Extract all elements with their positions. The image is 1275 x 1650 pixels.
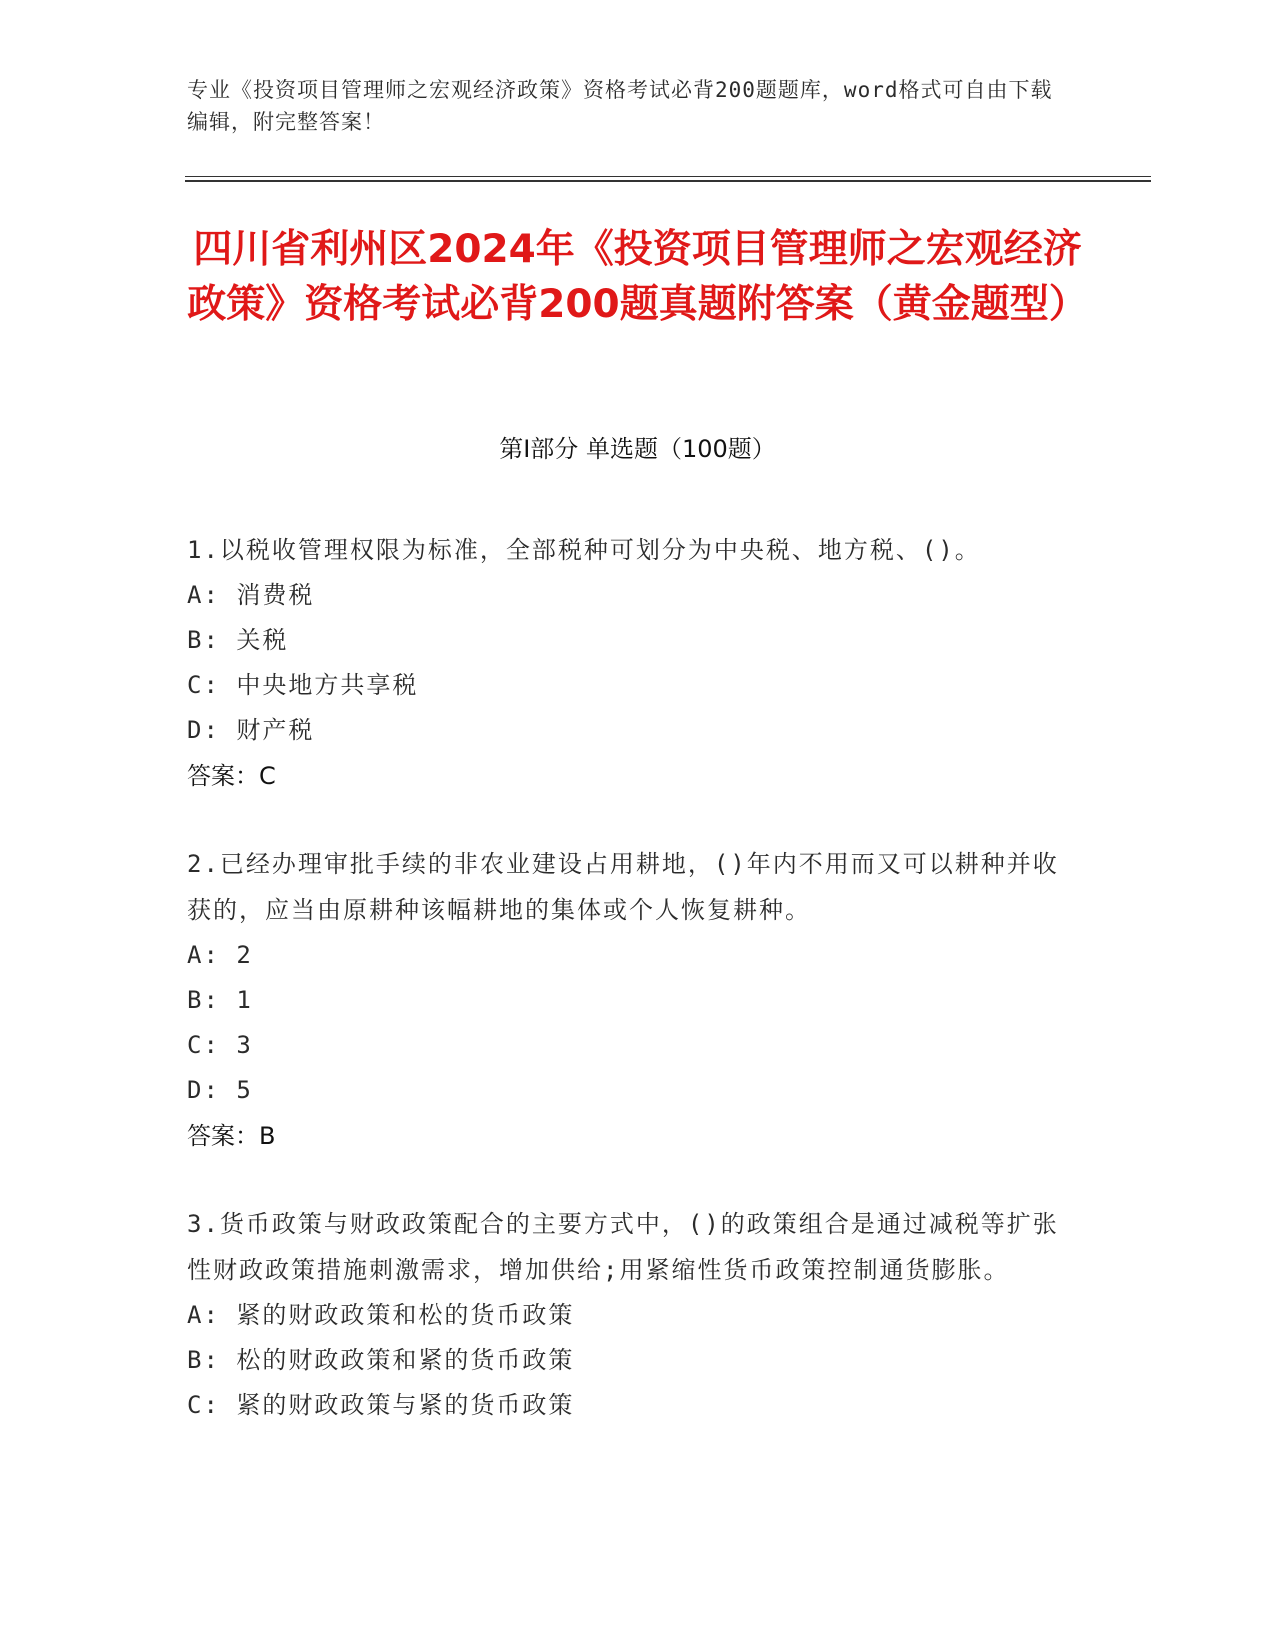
option-c: C: 3	[187, 1031, 253, 1059]
document-title: 四川省利州区2024年《投资项目管理师之宏观经济政策》资格考试必背200题真题附答案（黄金题型）	[187, 227, 1088, 327]
question-stem: 3.货币政策与财政政策配合的主要方式中，()的政策组合是通过减税等扩张性财政政策措施刺激需求，增加供给;用紧缩性货币政策控制通货膨胀。	[187, 1210, 1059, 1284]
section-heading: 第Ⅰ部分 单选题（100题）	[499, 435, 776, 463]
option-a: A: 紧的财政政策和松的货币政策	[187, 1301, 575, 1329]
option-b: B: 1	[187, 986, 253, 1014]
option-b: B: 关税	[187, 626, 289, 654]
header-divider-thick	[185, 180, 1151, 182]
answer-line: 答案：C	[187, 762, 276, 790]
question-3	[187, 1201, 1077, 1428]
option-d: D: 财产税	[187, 716, 315, 744]
option-a: A: 2	[187, 941, 253, 969]
question-1	[187, 527, 1077, 799]
question-list	[187, 527, 1077, 1470]
option-c: C: 中央地方共享税	[187, 671, 419, 699]
header-divider-thin	[185, 176, 1151, 177]
option-d: D: 5	[187, 1076, 253, 1104]
answer-line: 答案：B	[187, 1122, 276, 1150]
option-c: C: 紧的财政政策与紧的货币政策	[187, 1391, 575, 1419]
question-2	[187, 841, 1077, 1159]
option-b: B: 松的财政政策和紧的货币政策	[187, 1346, 575, 1374]
question-stem: 2.已经办理审批手续的非农业建设占用耕地，()年内不用而又可以耕种并收获的，应当由原耕种该幅耕地的集体或个人恢复耕种。	[187, 850, 1059, 924]
option-a: A: 消费税	[187, 581, 315, 609]
question-stem: 1.以税收管理权限为标准，全部税种可划分为中央税、地方税、()。	[187, 536, 981, 564]
header-note: 专业《投资项目管理师之宏观经济政策》资格考试必背200题题库，word格式可自由下载编辑，附完整答案！	[187, 78, 1053, 134]
